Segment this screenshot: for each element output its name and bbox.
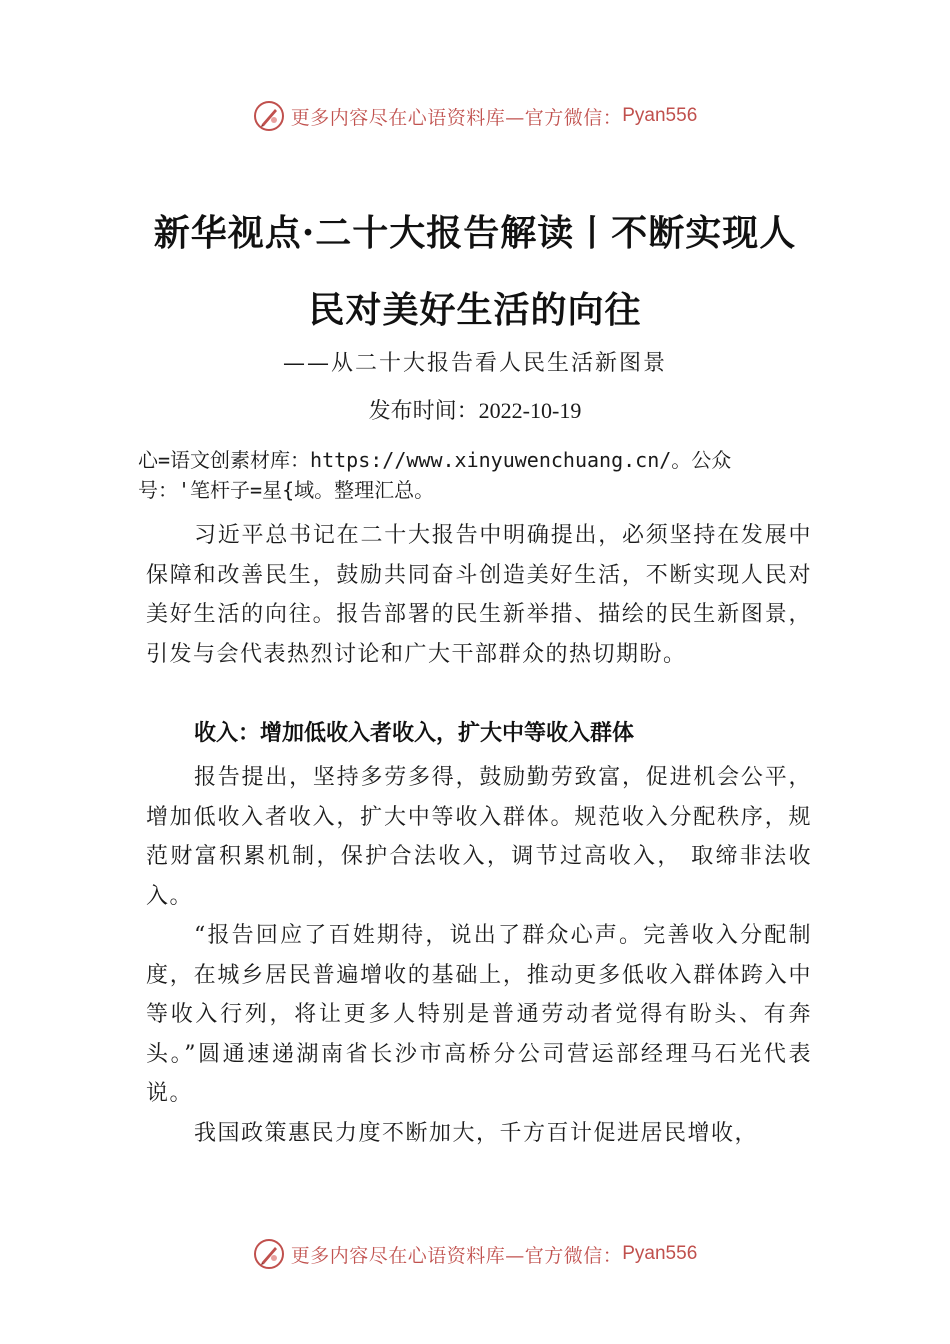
body-paragraph-3: “报告回应了百姓期待，说出了群众心声。完善收入分配制度，在城乡居民普遍增收的基础上，推动更多低收入群体跨入中等收入行列，将让更多人特别是普通劳动者觉得有盼头、有奔头。”圆通速递湖南省长沙市高桥分公司营运部经理马石光代表说。 xyxy=(146,923,812,1106)
quill-pen-icon xyxy=(253,100,285,132)
publish-date-label: 发布时间： xyxy=(368,399,479,424)
footer-watermark xyxy=(0,1234,950,1274)
watermark-text: 更多内容尽在心语资料库—官方微信： xyxy=(290,106,623,129)
body-paragraph-1: 习近平总书记在二十大报告中明确提出，必须坚持在发展中保障和改善民生，鼓励共同奋斗创造美好生活，不断实现人民对美好生活的向往。报告部署的民生新举措、描绘的民生新图景，引发与会代表热烈讨论和广大干部群众的热切期盼。 xyxy=(146,523,812,667)
document-title-line2: 民对美好生活的向往 xyxy=(308,289,642,331)
document-subtitle: ——从二十大报告看人民生活新图景 xyxy=(282,351,667,376)
publish-date xyxy=(0,394,950,425)
source-line-2: 号：'笔杆子=星{域。整理汇总。 xyxy=(138,478,435,502)
header-watermark xyxy=(0,96,950,136)
body-paragraph-2: 报告提出，坚持多劳多得，鼓励勤劳致富，促进机会公平，增加低收入者收入，扩大中等收入群体。规范收入分配秩序，规范财富积累机制，保护合法收入，调节过高收入， 取缔非法收入。 xyxy=(146,765,812,909)
body-paragraph-4: 我国政策惠民力度不断加大，千方百计促进居民增收， xyxy=(194,1121,759,1146)
watermark-text: 更多内容尽在心语资料库—官方微信： xyxy=(290,1244,623,1267)
section-heading-income: 收入：增加低收入者收入，扩大中等收入群体 xyxy=(194,721,635,746)
quill-pen-icon xyxy=(253,1238,285,1270)
document-title-line1: 新华视点·二十大报告解读丨不断实现人 xyxy=(153,212,797,254)
publish-date-value: 2022-10-19 xyxy=(478,398,582,423)
watermark-contact: Pyan556 xyxy=(622,1243,698,1264)
source-line-1: 心=语文创素材库：https://www.xinyuwenchuang.cn/。公众 xyxy=(138,448,732,472)
watermark-contact: Pyan556 xyxy=(622,105,698,126)
